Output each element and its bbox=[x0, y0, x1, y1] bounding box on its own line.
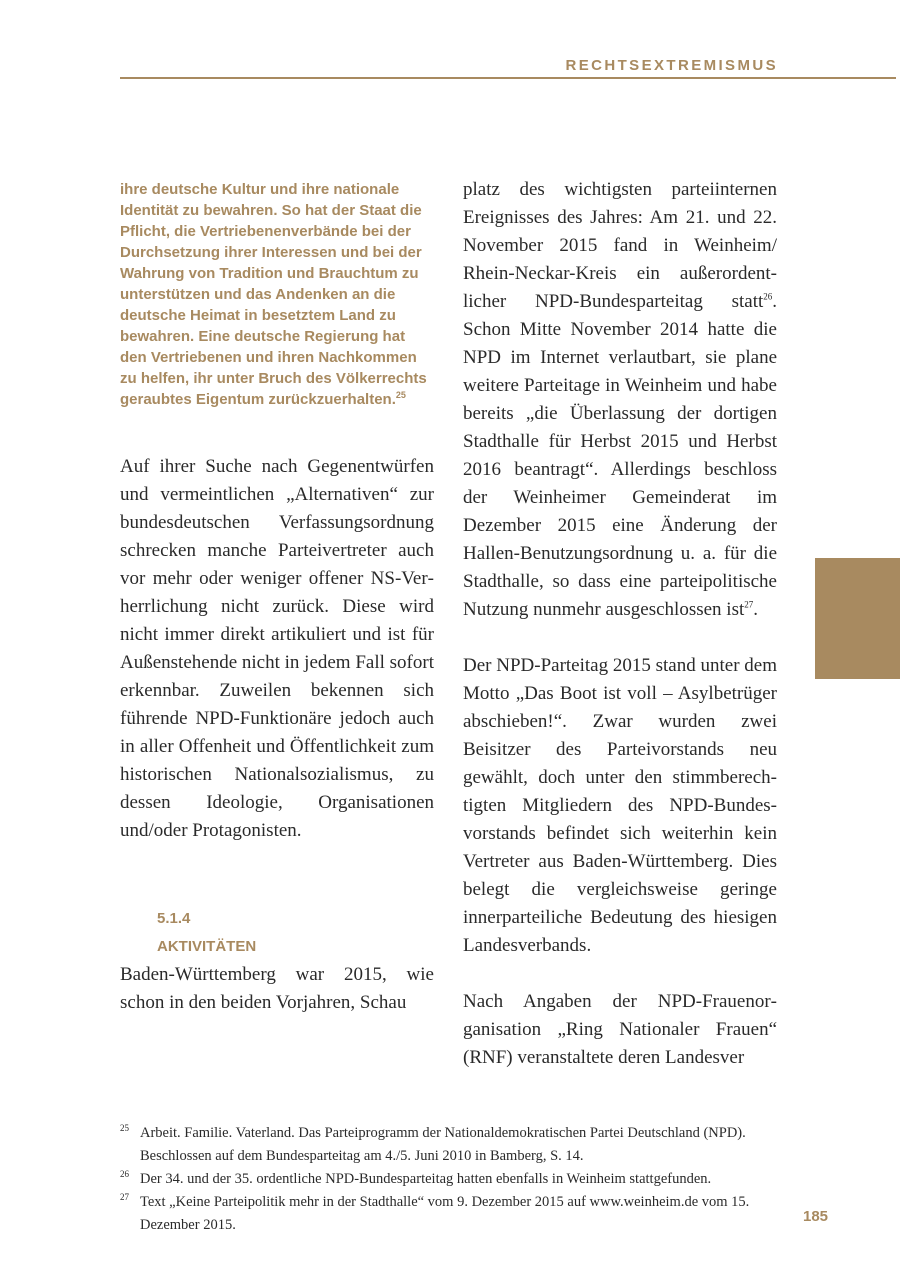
footnote bbox=[120, 1168, 780, 1191]
chapter-side-tab bbox=[815, 558, 900, 679]
footnote-text: Der 34. und der 35. ordentliche NPD-Bundesparteitag hatten ebenfalls in Weinheim stattgefunden. bbox=[140, 1171, 712, 1187]
footnote bbox=[120, 1122, 780, 1168]
right-paragraph-1-part-c: . bbox=[753, 599, 759, 620]
section-heading bbox=[157, 905, 434, 961]
right-paragraph-2: Der NPD-Parteitag 2015 stand unter dem Motto „Das Boot ist voll – Asylbetrüger abschieben!“. Zwar wurden zwei Beisitzer des Parteivorstands neu gewählt, doch unter den stimmberechtigten Mitgliedern des NPD-Bundesvorstands befindet sich weiterhin kein Vertreter aus Baden-Württemberg. Dies belegt die vergleichsweise geringe innerparteiliche Bedeutung des hiesigen Landesverbands. bbox=[463, 655, 777, 956]
footnote-text: Arbeit. Familie. Vaterland. Das Parteiprogramm der Nationaldemokratischen Partei Deutschland (NPD). Beschlossen auf dem Bundesparteitag am 4./5. Juni 2010 in Bamberg, S. 14. bbox=[140, 1125, 746, 1164]
footnote bbox=[120, 1191, 780, 1237]
header-rule bbox=[120, 77, 896, 79]
footnote-number: 25 bbox=[120, 1123, 129, 1133]
quote-text: ihre deutsche Kultur und ihre nationale Identität zu bewahren. So hat der Staat die Pflicht, die Vertriebenenverbände bei der Durchsetzung ihrer Interessen und bei der Wahrung von Tradition und Brauchtum zu unterstützen und das Andenken an die deutsche Heimat in besetztem Land zu bewahren. Eine deutsche Regierung hat den Vertriebenen und ihren Nachkommen zu helfen, ihr unter Bruch des Völkerrechts geraubtes Eigentum zurückzuerhalten. bbox=[120, 181, 427, 408]
section-title: AKTIVITÄTEN bbox=[157, 938, 257, 955]
footnote-ref: 26 bbox=[763, 291, 773, 302]
footnote-ref: 27 bbox=[744, 599, 754, 610]
left-paragraph-2: Baden-Württemberg war 2015, wie schon in den beiden Vorjahren, Schau bbox=[120, 964, 434, 1013]
right-column bbox=[463, 176, 777, 1072]
program-quote bbox=[120, 179, 434, 410]
left-paragraph-1: Auf ihrer Suche nach Gegenentwürfen und vermeintlichen „Alternativen“ zur bundesdeutschen Verfassungsordnung schrecken manche Parteivertreter auch vor mehr oder weniger offener NS-Verherrlichung nicht zurück. Diese wird nicht immer direkt artikuliert und ist für Außenstehende nicht in jedem Fall sofort erkennbar. Zuweilen bekennen sich führende NPD-Funktionäre jedoch auch in aller Offenheit und Öffentlichkeit zum historischen Nationalsozialismus, zu dessen Ideologie, Organisationen und/oder Protagonisten. bbox=[120, 456, 434, 841]
footnote-ref: 25 bbox=[395, 390, 406, 400]
page-number: 185 bbox=[803, 1208, 829, 1225]
footnote-number: 27 bbox=[120, 1192, 129, 1202]
footnotes bbox=[120, 1122, 780, 1237]
right-paragraph-1-part-b: . Schon Mitte November 2014 hatte die NPD im Internet verlautbart, sie plane weitere Parteitage in Weinheim und habe bereits „die Überlassung der dortigen Stadthalle für Herbst 2015 und Herbst 2016 beantragt“. Allerdings beschloss der Weinheimer Gemeinderat im Dezember 2015 eine Änderung der Hallen-Benutzungsordnung u. a. für die Stadthalle, so dass eine parteipolitische Nutzung nunmehr ausgeschlossen ist bbox=[463, 291, 777, 620]
footnote-text: Text „Keine Parteipolitik mehr in der Stadthalle“ vom 9. Dezember 2015 auf www.weinheim.de vom 15. Dezember 2015. bbox=[140, 1194, 750, 1233]
running-header: RECHTSEXTREMISMUS bbox=[565, 57, 778, 74]
right-paragraph-1-part-a: platz des wichtigsten parteiinternen Ereignisses des Jahres: Am 21. und 22. November 2015 fand in Weinheim/ Rhein-Neckar-Kreis ein außerordentlicher NPD-Bundesparteitag statt bbox=[463, 179, 777, 312]
footnote-number: 26 bbox=[120, 1169, 129, 1179]
section-number: 5.1.4 bbox=[157, 910, 191, 927]
right-paragraph-1 bbox=[463, 176, 777, 624]
left-column bbox=[120, 176, 434, 1017]
right-paragraph-3: Nach Angaben der NPD-Frauenorganisation „Ring Nationaler Frauen“ (RNF) veranstaltete deren Landesver bbox=[463, 991, 777, 1068]
